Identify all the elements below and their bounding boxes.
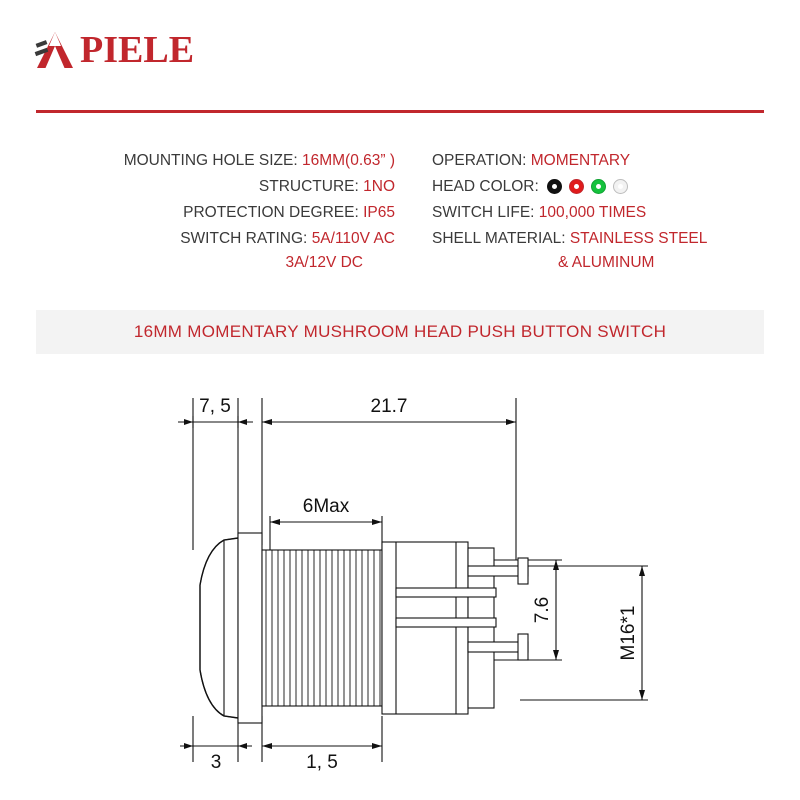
dim-top-left: 7, 5 (199, 396, 231, 417)
spec-row (432, 174, 792, 200)
spec-row (0, 148, 395, 174)
dim-top-right: 21.7 (370, 396, 408, 417)
brand-logo (34, 28, 194, 72)
color-swatch-green (591, 179, 606, 194)
spec-value: MOMENTARY (530, 152, 631, 169)
spec-value: 16MM(0.63” ) (301, 152, 395, 169)
a-monogram-icon (34, 28, 78, 72)
product-title-band (36, 310, 764, 354)
spec-row (432, 148, 792, 174)
dim-bottom-right: 1, 5 (306, 752, 338, 773)
dim-right-outer: M16*1 (618, 605, 639, 661)
spec-row (0, 226, 395, 252)
spec-value: 100,000 TIMES (538, 204, 647, 221)
header-divider (36, 110, 764, 113)
spec-section (0, 148, 800, 298)
head-color-swatches (547, 179, 628, 194)
spec-value: 1NO (363, 178, 395, 195)
color-swatch-black (547, 179, 562, 194)
spec-value-sub: & ALUMINUM (558, 254, 655, 271)
spec-value: IP65 (363, 204, 395, 221)
spec-value-sub: 3A/12V DC (285, 254, 363, 271)
spec-column-right (432, 148, 792, 274)
spec-label: SWITCH LIFE: (432, 204, 535, 221)
spec-row (0, 200, 395, 226)
technical-drawing (0, 370, 800, 790)
dim-bottom-left: 3 (210, 752, 222, 773)
spec-row (0, 174, 395, 200)
spec-value: 5A/110V AC (311, 230, 395, 247)
spec-label: PROTECTION DEGREE: (183, 204, 359, 221)
spec-label: SWITCH RATING: (180, 230, 308, 247)
spec-label: OPERATION: (432, 152, 527, 169)
spec-label: STRUCTURE: (258, 178, 359, 195)
dim-right-inner: 7.6 (532, 596, 553, 624)
color-swatch-red (569, 179, 584, 194)
color-swatch-white (613, 179, 628, 194)
spec-label: HEAD COLOR: (432, 178, 539, 195)
spec-label: SHELL MATERIAL: (432, 230, 566, 247)
spec-row (432, 200, 792, 226)
spec-column-left (0, 148, 395, 274)
dim-inner: 6Max (302, 496, 350, 517)
spec-row (432, 226, 792, 252)
spec-value: STAINLESS STEEL (569, 230, 708, 247)
spec-label: MOUNTING HOLE SIZE: (123, 152, 298, 169)
brand-name: PIELE (80, 29, 195, 71)
product-title: 16MM MOMENTARY MUSHROOM HEAD PUSH BUTTON SWITCH (133, 322, 667, 341)
